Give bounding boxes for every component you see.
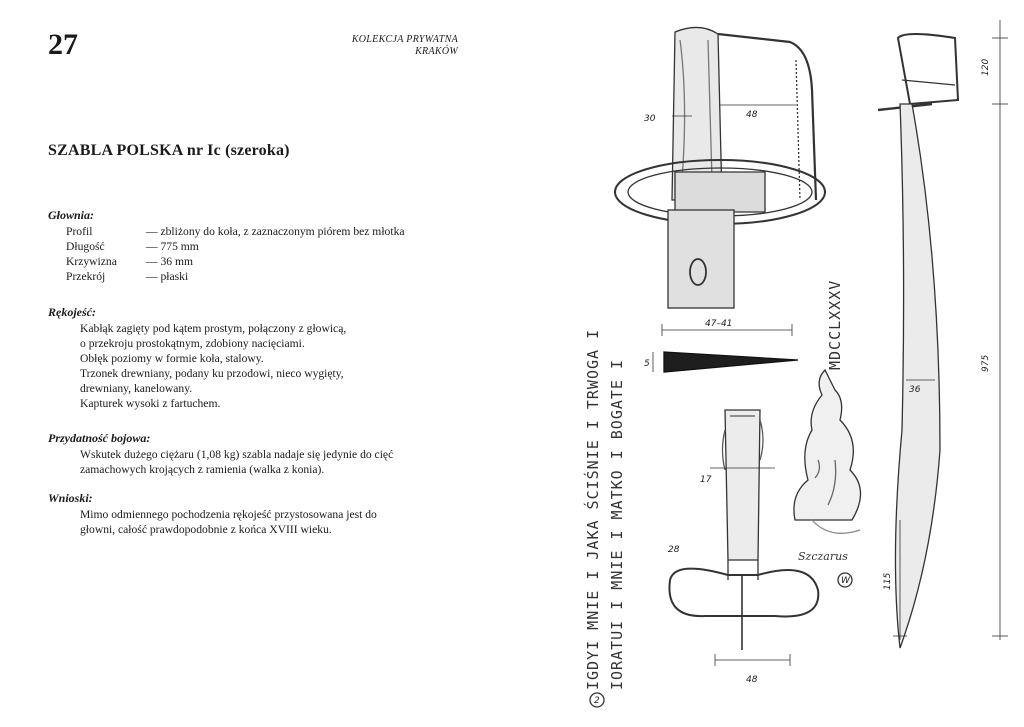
spec-name: Przekrój [66, 270, 106, 283]
section-heading-rekojesc: Rękojeść: [48, 305, 96, 319]
paragraph-line: o przekroju prostokątnym, zdobiony nacięciami. [80, 337, 305, 350]
portrait-drawing [794, 370, 861, 533]
blade-date-inscription: MDCCLXXXV [826, 279, 844, 370]
dimension-label: 17 [700, 475, 712, 485]
spec-row [66, 254, 518, 269]
section-glownia [48, 208, 518, 284]
dimension-label: 30 [644, 114, 656, 124]
page-number: 27 [48, 28, 78, 61]
blade-cross-section-drawing [653, 324, 798, 372]
mark-label: 2 [594, 696, 600, 706]
paragraph-line: głowni, całość prawdopodobnie z końca XVIII wieku. [80, 523, 332, 536]
paragraph-line: drewniany, kanelowany. [80, 382, 193, 395]
spec-value: — 775 mm [146, 240, 199, 253]
section-rekojesc [48, 305, 518, 411]
paragraph-line: Mimo odmiennego pochodzenia rękojeść przystosowana jest do [80, 508, 377, 521]
spec-name: Długość [66, 240, 105, 253]
grip-detail-drawing [669, 410, 818, 666]
full-saber-drawing [878, 20, 1008, 648]
hilt-detail-drawing [615, 27, 825, 308]
paragraph-line: Kabłąk zagięty pod kątem prostym, połączony z głowicą, [80, 322, 347, 335]
drawing-page [560, 0, 1024, 727]
dimension-label: 48 [746, 110, 758, 120]
page-title: SZABLA POLSKA nr Ic (szeroka) [48, 142, 290, 159]
spec-name: Profil [66, 225, 93, 238]
collection-line-1: KOLEKCJA PRYWATNA [351, 34, 458, 45]
collection-line-2: KRAKÓW [415, 46, 458, 57]
spec-value: — zbliżony do koła, z zaznaczonym piórem bez młotka [146, 225, 405, 238]
spec-row [66, 224, 518, 239]
dimension-label: 28 [668, 545, 680, 555]
paragraph-line: Wskutek dużego ciężaru (1,08 kg) szabla nadaje się jedynie do cięć [80, 448, 394, 461]
dimension-label: 48 [746, 675, 758, 685]
spec-value: — płaski [146, 270, 189, 283]
spec-row [66, 239, 518, 254]
mark-label: W [841, 576, 850, 586]
section-heading-wnioski: Wnioski: [48, 491, 93, 505]
section-heading-glownia: Głownia: [48, 208, 95, 222]
spec-name: Krzywizna [66, 255, 117, 268]
paragraph-line: zamachowych krojących z ramienia (walka z konia). [80, 463, 325, 476]
dimension-label: 120 [981, 58, 991, 76]
artist-signature: Szczarus [798, 550, 848, 563]
spec-row [66, 269, 518, 284]
spec-value: — 36 mm [146, 255, 194, 268]
collection-label [300, 34, 458, 58]
dimension-label: 975 [981, 354, 991, 372]
section-heading-przydatnosc: Przydatność bojowa: [48, 431, 151, 445]
section-wnioski [48, 491, 518, 537]
dimension-label: 5 [644, 359, 650, 369]
section-przydatnosc [48, 431, 518, 477]
paragraph-line: Kapturek wysoki z fartuchem. [80, 397, 221, 410]
blade-inscription-1: IGDYI MNIE I JAKA ŚCIŚNIE I TRWOGA I [584, 328, 602, 690]
dimension-label: 36 [909, 385, 921, 395]
paragraph-line: Obłęk poziomy w formie koła, stalowy. [80, 352, 264, 365]
saber-technical-drawing [560, 0, 1024, 727]
blade-inscription-2: IORATUI I MNIE I MATKO I BOGATE I [608, 358, 626, 690]
paragraph-line: Trzonek drewniany, podany ku przodowi, nieco wygięty, [80, 367, 344, 380]
dimension-label: 47–41 [705, 319, 733, 329]
dimension-label: 115 [883, 572, 893, 590]
